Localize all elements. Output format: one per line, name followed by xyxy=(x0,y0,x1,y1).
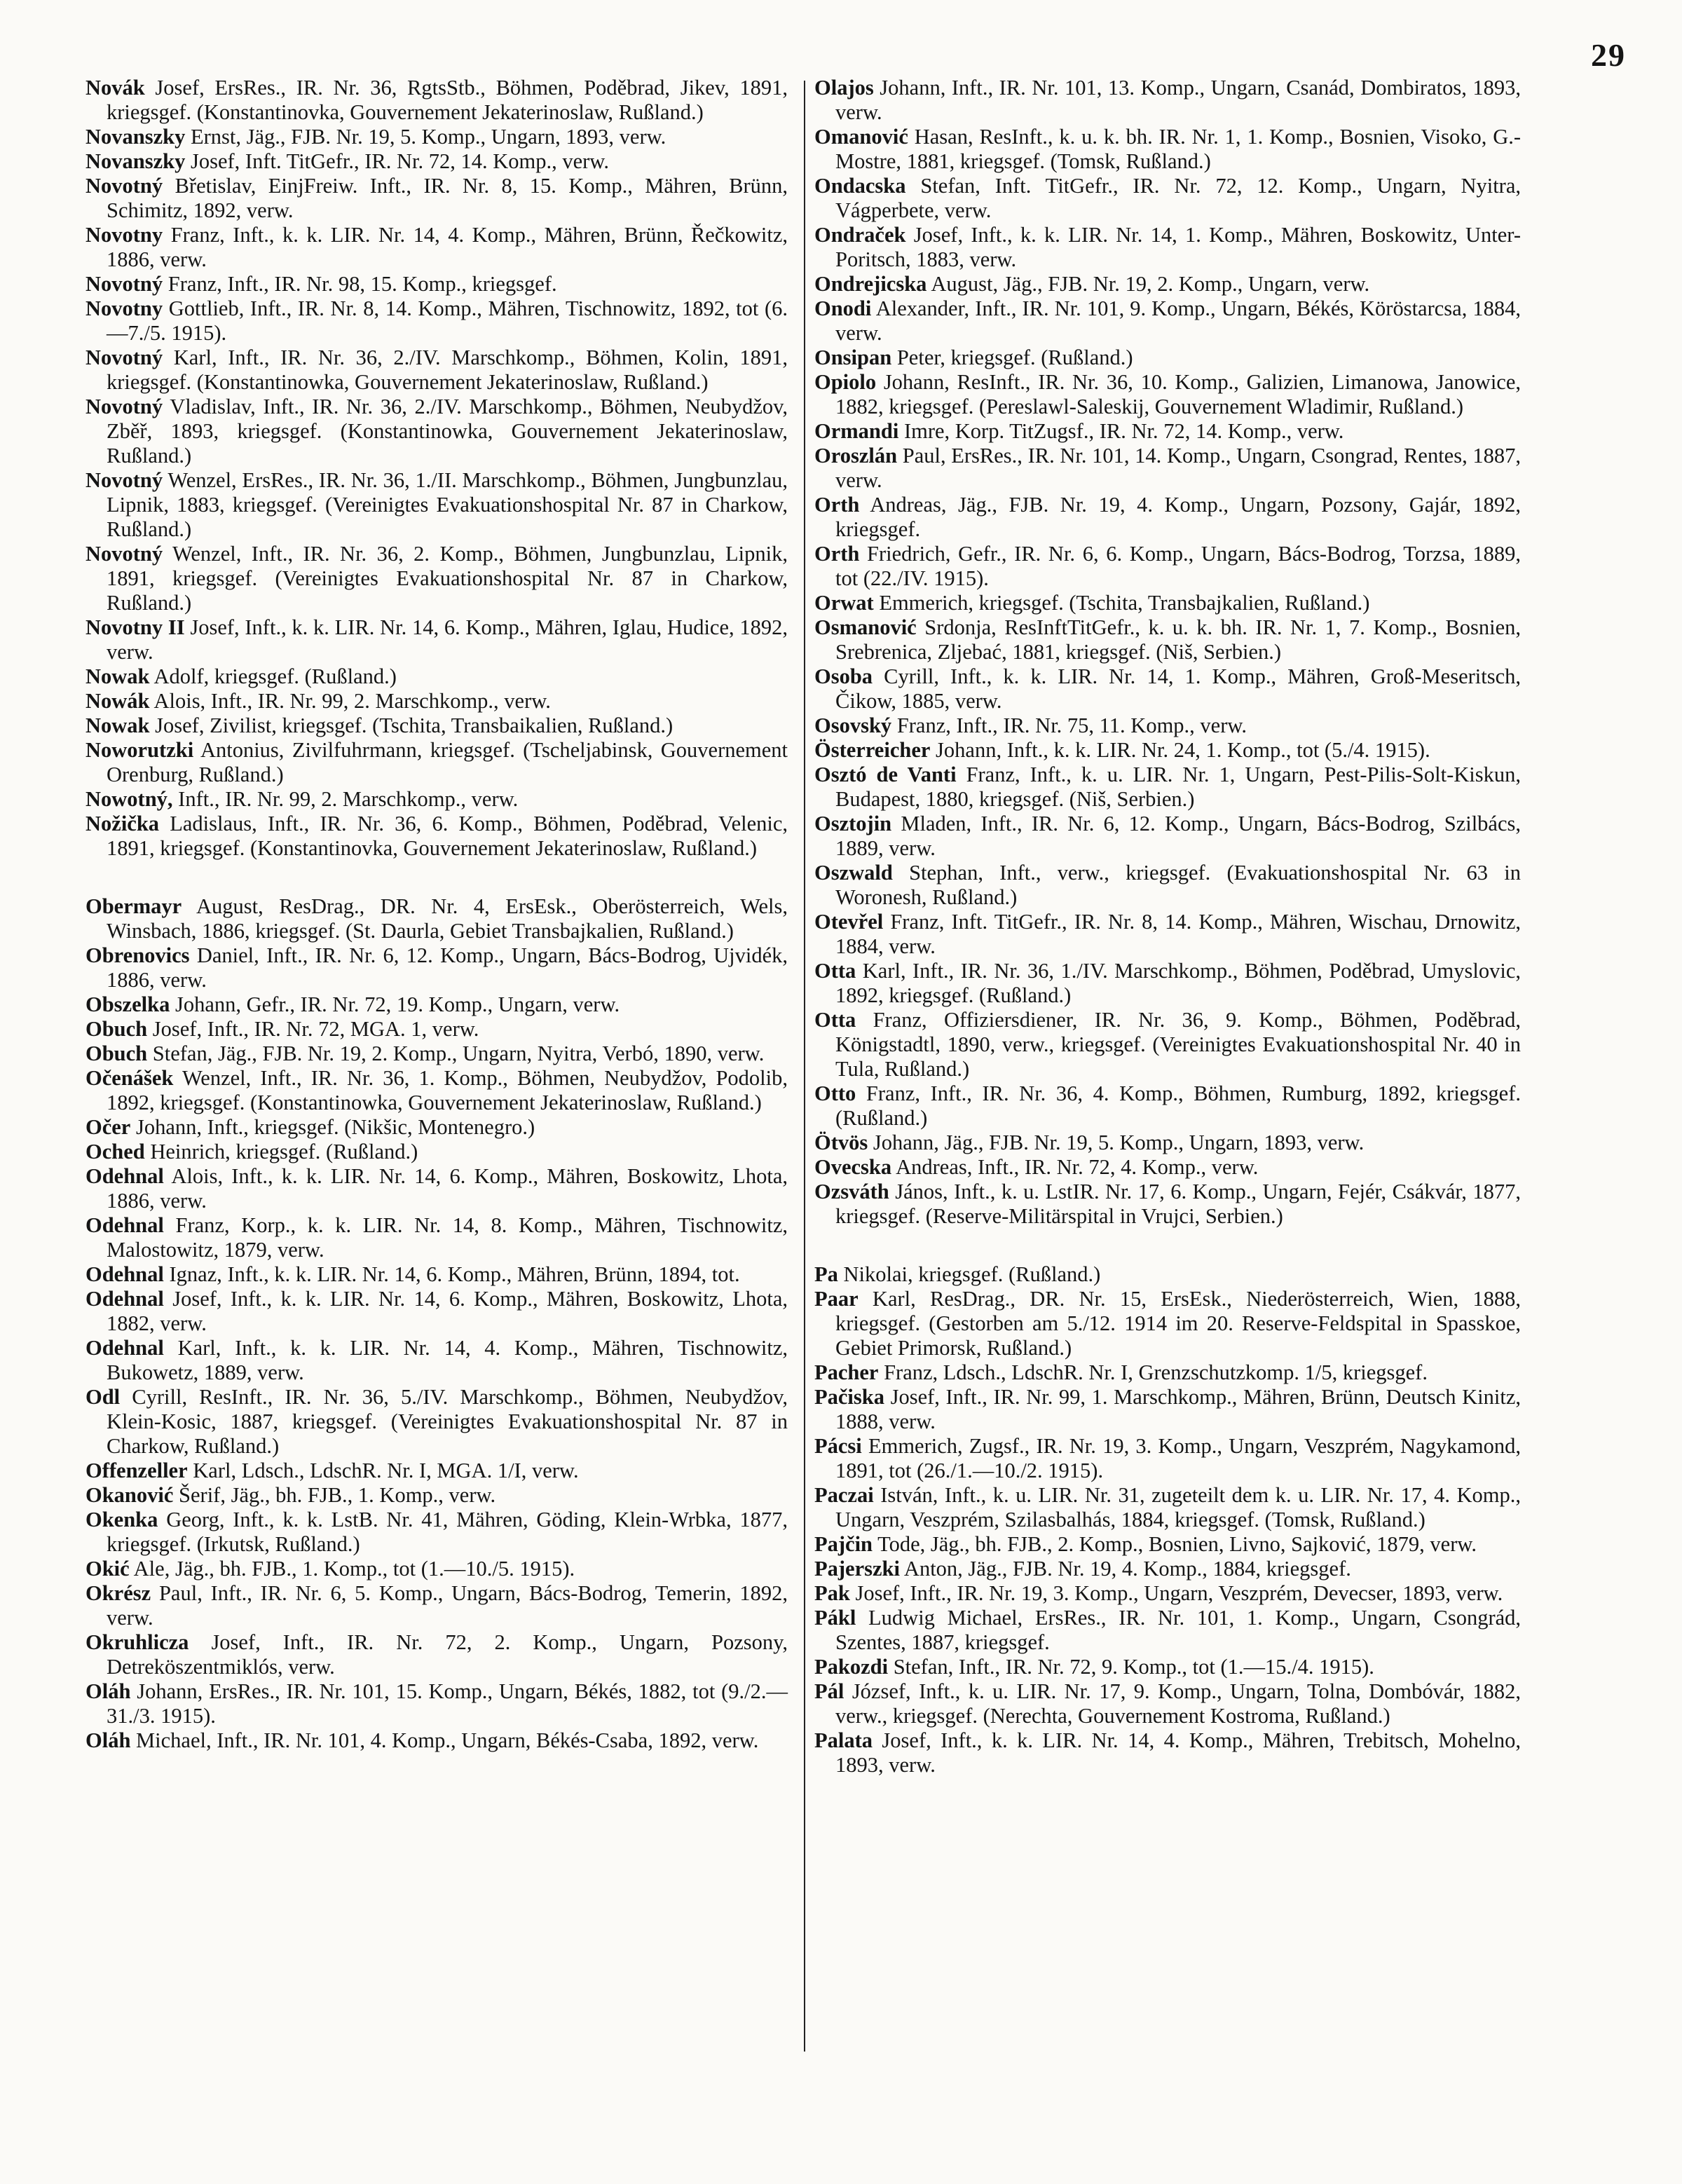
entry-surname: Ovecska xyxy=(814,1155,892,1179)
entry-details: Josef, Zivilist, kriegsgef. (Tschita, Transbaikalien, Rußland.) xyxy=(155,714,674,737)
entry-details: Šerif, Jäg., bh. FJB., 1. Komp., verw. xyxy=(179,1483,496,1507)
entry-surname: Novotny xyxy=(86,296,163,320)
entry-surname: Oszwald xyxy=(814,861,893,885)
register-entry xyxy=(814,125,1521,174)
entry-surname: Omanović xyxy=(814,125,908,149)
entry-details: Stefan, Inft., IR. Nr. 72, 9. Komp., tot (1.—15./4. 1915). xyxy=(893,1655,1374,1679)
entry-details: Adolf, kriegsgef. (Rußland.) xyxy=(153,664,397,688)
register-entry xyxy=(814,1081,1521,1131)
entry-details: Josef, Inft., k. k. LIR. Nr. 14, 6. Komp., Mähren, Boskowitz, Lhota, 1882, verw. xyxy=(107,1287,788,1335)
register-entry xyxy=(86,1287,788,1336)
register-entry xyxy=(814,615,1521,664)
register-entry xyxy=(86,1557,788,1581)
entry-details: Wenzel, Inft., IR. Nr. 36, 2. Komp., Böhmen, Jungbunzlau, Lipnik, 1891, kriegsgef. (Vereinigtes Evakuationshospital Nr. 87 in Charkow, Rußland.) xyxy=(107,542,788,615)
register-entry xyxy=(814,1532,1521,1557)
entry-surname: Otta xyxy=(814,1008,856,1032)
register-entry xyxy=(814,738,1521,763)
entry-details: Franz, Inft., k. k. LIR. Nr. 14, 4. Komp., Mähren, Brünn, Řečkowitz, 1886, verw. xyxy=(107,223,788,271)
entry-details: Josef, Inft., k. k. LIR. Nr. 14, 6. Komp., Mähren, Iglau, Hudice, 1892, verw. xyxy=(107,615,788,664)
entry-surname: Osoba xyxy=(814,664,873,688)
register-entry xyxy=(86,787,788,812)
entry-details: Srdonja, ResInftTitGefr., k. u. k. bh. IR. Nr. 1, 7. Komp., Bosnien, Srebrenica, Zljebać, 1881, kriegsgef. (Niš, Serbien.) xyxy=(835,615,1521,664)
entry-surname: Pákl xyxy=(814,1606,856,1630)
entry-details: Karl, Ldsch., LdschR. Nr. I, MGA. 1/I, verw. xyxy=(193,1459,579,1482)
register-entry xyxy=(814,272,1521,296)
entry-details: Nikolai, kriegsgef. (Rußland.) xyxy=(843,1262,1101,1286)
entry-details: Josef, Inft., k. k. LIR. Nr. 14, 1. Komp., Mähren, Boskowitz, Unter-Poritsch, 1883, verw. xyxy=(835,223,1522,271)
entry-surname: Österreicher xyxy=(814,738,931,762)
entry-surname: Oláh xyxy=(86,1679,131,1703)
entry-details: Antonius, Zivilfuhrmann, kriegsgef. (Tscheljabinsk, Gouvernement Orenburg, Rußland.) xyxy=(107,738,788,786)
entry-surname: Odehnal xyxy=(86,1262,164,1286)
entry-details: Josef, Inft., IR. Nr. 72, 2. Komp., Ungarn, Pozsony, Detreköszentmiklós, verw. xyxy=(107,1630,788,1679)
entry-surname: Odehnal xyxy=(86,1164,164,1188)
entry-details: István, Inft., k. u. LIR. Nr. 31, zugeteilt dem k. u. LIR. Nr. 17, 4. Komp., Ungarn, Veszprém, Szilasbalhás, 1884, kriegsgef. (Tomsk, Rußland.) xyxy=(835,1483,1521,1531)
entry-surname: Ondraček xyxy=(814,223,906,247)
register-entry xyxy=(814,1483,1521,1532)
right-column xyxy=(814,76,1521,1777)
entry-details: Josef, Inft. TitGefr., IR. Nr. 72, 14. Komp., verw. xyxy=(190,149,609,173)
entry-details: Emmerich, Zugsf., IR. Nr. 19, 3. Komp., Ungarn, Veszprém, Nagykamond, 1891, tot (26./1.—10./2. 1915). xyxy=(835,1434,1521,1482)
entry-details: Franz, Korp., k. k. LIR. Nr. 14, 8. Komp., Mähren, Tischnowitz, Malostowitz, 1879, verw. xyxy=(107,1213,788,1262)
entry-surname: Ozsváth xyxy=(814,1180,889,1203)
entry-details: Wenzel, Inft., IR. Nr. 36, 1. Komp., Böhmen, Neubydžov, Podolib, 1892, kriegsgef. (Konstantinowka, Gouvernement Jekaterinoslaw, Rußland.) xyxy=(107,1066,788,1114)
entry-surname: Ondacska xyxy=(814,174,906,198)
left-column xyxy=(86,76,788,1753)
entry-surname: Novák xyxy=(86,76,145,100)
entry-details: Josef, ErsRes., IR. Nr. 36, RgtsStb., Böhmen, Poděbrad, Jikev, 1891, kriegsgef. (Konstantinovka, Gouvernement Jekaterinoslaw, Rußland.) xyxy=(107,76,788,124)
register-entry xyxy=(814,76,1521,125)
register-entry xyxy=(814,1557,1521,1581)
entry-surname: Orth xyxy=(814,493,860,517)
register-entry xyxy=(814,1131,1521,1155)
register-entry xyxy=(86,1630,788,1679)
register-entry xyxy=(814,1262,1521,1287)
entry-surname: Obrenovics xyxy=(86,943,190,967)
entry-details: Josef, Inft., IR. Nr. 99, 1. Marschkomp., Mähren, Brünn, Deutsch Kinitz, 1888, verw. xyxy=(835,1385,1521,1433)
register-entry xyxy=(814,812,1521,861)
register-entry xyxy=(814,542,1521,591)
entry-details: János, Inft., k. u. LstIR. Nr. 17, 6. Komp., Ungarn, Fejér, Csákvár, 1877, kriegsgef. (Reserve-Militärspital in Vrujci, Serbien.) xyxy=(835,1180,1522,1228)
entry-surname: Opiolo xyxy=(814,370,877,394)
entry-details: Michael, Inft., IR. Nr. 101, 4. Komp., Ungarn, Békés-Csaba, 1892, verw. xyxy=(136,1728,759,1752)
entry-surname: Odehnal xyxy=(86,1287,164,1311)
entry-surname: Osztojin xyxy=(814,812,892,835)
entry-details: Alois, Inft., IR. Nr. 99, 2. Marschkomp., verw. xyxy=(153,689,551,713)
entry-details: Anton, Jäg., FJB. Nr. 19, 4. Komp., 1884, kriegsgef. xyxy=(903,1557,1351,1581)
register-entry xyxy=(86,223,788,272)
entry-details: Vladislav, Inft., IR. Nr. 36, 2./IV. Marschkomp., Böhmen, Neubydžov, Zběř, 1893, kriegsgef. (Konstantinowka, Gouvernement Jekaterinoslaw, Rußland.) xyxy=(107,395,788,467)
entry-details: Ernst, Jäg., FJB. Nr. 19, 5. Komp., Ungarn, 1893, verw. xyxy=(190,125,666,149)
entry-details: Johann, ErsRes., IR. Nr. 101, 15. Komp., Ungarn, Békés, 1882, tot (9./2.—31./3. 1915). xyxy=(107,1679,788,1728)
entry-surname: Novotný xyxy=(86,346,163,369)
entry-surname: Pak xyxy=(814,1581,850,1605)
register-entry xyxy=(86,714,788,738)
entry-surname: Pa xyxy=(814,1262,838,1286)
entry-details: Alexander, Inft., IR. Nr. 101, 9. Komp., Ungarn, Békés, Köröstarcsa, 1884, verw. xyxy=(835,296,1521,345)
register-entry xyxy=(86,542,788,615)
entry-surname: Orth xyxy=(814,542,860,566)
register-entry xyxy=(814,1606,1521,1655)
register-entry xyxy=(86,1213,788,1262)
entry-surname: Otto xyxy=(814,1081,856,1105)
entry-surname: Novotný xyxy=(86,272,163,296)
register-entry xyxy=(86,812,788,861)
entry-details: Heinrich, kriegsgef. (Rußland.) xyxy=(150,1140,418,1163)
register-entry xyxy=(86,296,788,346)
entry-surname: Novotný xyxy=(86,542,163,566)
entry-details: Tode, Jäg., bh. FJB., 2. Komp., Bosnien, Livno, Sajković, 1879, verw. xyxy=(877,1532,1477,1556)
entry-surname: Onodi xyxy=(814,296,872,320)
entry-surname: Novotný xyxy=(86,395,163,418)
register-entry xyxy=(814,1385,1521,1434)
entry-details: Andreas, Inft., IR. Nr. 72, 4. Komp., verw. xyxy=(896,1155,1259,1179)
entry-details: Franz, Ldsch., LdschR. Nr. I, Grenzschutzkomp. 1/5, kriegsgef. xyxy=(884,1360,1428,1384)
entry-surname: Novotny II xyxy=(86,615,185,639)
entry-details: Franz, Inft. TitGefr., IR. Nr. 8, 14. Komp., Mähren, Wischau, Drnowitz, 1884, verw. xyxy=(835,910,1522,958)
register-entry xyxy=(86,1262,788,1287)
entry-surname: Orwat xyxy=(814,591,874,615)
entry-surname: Pajerszki xyxy=(814,1557,900,1581)
entry-surname: Pál xyxy=(814,1679,845,1703)
entry-details: Stefan, Jäg., FJB. Nr. 19, 2. Komp., Ungarn, Nyitra, Verbó, 1890, verw. xyxy=(152,1042,765,1065)
entry-details: Alois, Inft., k. k. LIR. Nr. 14, 6. Komp., Mähren, Boskowitz, Lhota, 1886, verw. xyxy=(107,1164,788,1213)
entry-details: Karl, Inft., k. k. LIR. Nr. 14, 4. Komp., Mähren, Tischnowitz, Bukowetz, 1889, verw. xyxy=(107,1336,788,1384)
entry-surname: Odehnal xyxy=(86,1336,164,1360)
register-entry xyxy=(814,493,1521,542)
register-entry xyxy=(814,419,1521,444)
entry-surname: Ondrejicska xyxy=(814,272,927,296)
register-entry xyxy=(86,1336,788,1385)
entry-details: August, Jäg., FJB. Nr. 19, 2. Komp., Ungarn, verw. xyxy=(931,272,1370,296)
entry-details: Franz, Offiziersdiener, IR. Nr. 36, 9. Komp., Böhmen, Poděbrad, Königstadtl, 1890, verw., kriegsgef. (Vereinigtes Evakuationshospital Nr. 40 in Tula, Rußland.) xyxy=(835,1008,1521,1081)
entry-details: Mladen, Inft., IR. Nr. 6, 12. Komp., Ungarn, Bács-Bodrog, Szilbács, 1889, verw. xyxy=(835,812,1522,860)
entry-surname: Nowák xyxy=(86,689,150,713)
entry-surname: Novanszky xyxy=(86,125,186,149)
entry-surname: Odl xyxy=(86,1385,121,1409)
register-entry xyxy=(86,468,788,542)
entry-surname: Osovský xyxy=(814,714,892,737)
register-entry xyxy=(814,346,1521,370)
register-entry xyxy=(814,1180,1521,1229)
register-entry xyxy=(814,174,1521,223)
register-entry xyxy=(814,763,1521,812)
entry-surname: Odehnal xyxy=(86,1213,164,1237)
entry-surname: Novotny xyxy=(86,223,163,247)
entry-details: Karl, ResDrag., DR. Nr. 15, ErsEsk., Niederösterreich, Wien, 1888, kriegsgef. (Gestorben am 5./12. 1914 im 20. Reserve-Feldspital in Spasskoe, Gebiet Primorsk, Rußland.) xyxy=(835,1287,1521,1360)
register-entry xyxy=(86,272,788,296)
entry-surname: Osztó de Vanti xyxy=(814,763,957,786)
entry-surname: Okić xyxy=(86,1557,130,1581)
entry-details: Karl, Inft., IR. Nr. 36, 1./IV. Marschkomp., Böhmen, Poděbrad, Umyslovic, 1892, kriegsgef. (Rußland.) xyxy=(835,959,1521,1007)
entry-details: Franz, Inft., k. u. LIR. Nr. 1, Ungarn, Pest-Pilis-Solt-Kiskun, Budapest, 1880, kriegsgef. (Niš, Serbien.) xyxy=(835,763,1521,811)
entry-details: Cyrill, ResInft., IR. Nr. 36, 5./IV. Marschkomp., Böhmen, Neubydžov, Klein-Kosic, 1887, kriegsgef. (Vereinigtes Evakuationshospital Nr. 87 in Charkow, Rußland.) xyxy=(107,1385,788,1458)
register-entry xyxy=(86,664,788,689)
register-entry xyxy=(814,444,1521,493)
register-entry xyxy=(86,1728,788,1753)
entry-surname: Noworutzki xyxy=(86,738,194,762)
entry-details: Emmerich, kriegsgef. (Tschita, Transbajkalien, Rußland.) xyxy=(879,591,1370,615)
register-entry xyxy=(86,943,788,992)
register-entry xyxy=(86,615,788,664)
register-entry xyxy=(814,296,1521,346)
register-entry xyxy=(86,346,788,395)
register-entry xyxy=(86,1017,788,1042)
entry-surname: Okanović xyxy=(86,1483,174,1507)
entry-surname: Pácsi xyxy=(814,1434,862,1458)
register-entry xyxy=(86,174,788,223)
register-entry xyxy=(814,591,1521,615)
entry-surname: Obuch xyxy=(86,1017,148,1041)
entry-surname: Nowak xyxy=(86,664,150,688)
entry-details: Gottlieb, Inft., IR. Nr. 8, 14. Komp., Mähren, Tischnowitz, 1892, tot (6.—7./5. 1915). xyxy=(107,296,788,345)
entry-surname: Oláh xyxy=(86,1728,131,1752)
register-entry xyxy=(86,76,788,125)
register-entry xyxy=(814,1008,1521,1081)
entry-surname: Nowotný, xyxy=(86,787,173,811)
entry-surname: Palata xyxy=(814,1728,873,1752)
entry-details: Ale, Jäg., bh. FJB., 1. Komp., tot (1.—10./5. 1915). xyxy=(133,1557,575,1581)
entry-details: Břetislav, EinjFreiw. Inft., IR. Nr. 8, 15. Komp., Mähren, Brünn, Schimitz, 1892, verw. xyxy=(107,174,788,222)
entry-details: Peter, kriegsgef. (Rußland.) xyxy=(896,346,1133,369)
entry-details: Ladislaus, Inft., IR. Nr. 36, 6. Komp., Böhmen, Poděbrad, Velenic, 1891, kriegsgef. (Konstantinovka, Gouvernement Jekaterinoslaw, Rußland.) xyxy=(107,812,788,860)
register-entry xyxy=(814,714,1521,738)
register-entry xyxy=(86,149,788,174)
register-entry xyxy=(86,738,788,787)
entry-details: Franz, Inft., IR. Nr. 98, 15. Komp., kriegsgef. xyxy=(167,272,557,296)
register-entry xyxy=(86,125,788,149)
register-entry xyxy=(814,1360,1521,1385)
register-entry xyxy=(86,1459,788,1483)
register-entry xyxy=(86,395,788,468)
register-entry xyxy=(86,992,788,1017)
entry-details: August, ResDrag., DR. Nr. 4, ErsEsk., Oberösterreich, Wels, Winsbach, 1886, kriegsgef. (St. Daurla, Gebiet Transbajkalien, Rußland.) xyxy=(107,894,788,943)
entry-details: Cyrill, Inft., k. k. LIR. Nr. 14, 1. Komp., Mähren, Groß-Meseritsch, Čikow, 1885, verw. xyxy=(835,664,1522,713)
entry-surname: Obuch xyxy=(86,1042,148,1065)
entry-surname: Očenášek xyxy=(86,1066,174,1090)
register-entry xyxy=(814,1287,1521,1360)
register-entry xyxy=(86,1385,788,1459)
register-entry xyxy=(814,861,1521,910)
entry-surname: Obermayr xyxy=(86,894,182,918)
entry-details: Johann, Jäg., FJB. Nr. 19, 5. Komp., Ungarn, 1893, verw. xyxy=(873,1131,1365,1154)
register-entry xyxy=(86,689,788,714)
entry-surname: Okenka xyxy=(86,1508,158,1531)
entry-details: Ludwig Michael, ErsRes., IR. Nr. 101, 1. Komp., Ungarn, Csongrád, Szentes, 1887, kriegsgef. xyxy=(835,1606,1522,1654)
register-entry xyxy=(86,1581,788,1630)
entry-surname: Otta xyxy=(814,959,856,983)
entry-details: József, Inft., k. u. LIR. Nr. 17, 9. Komp., Ungarn, Tolna, Dombóvár, 1882, verw., kriegsgef. (Nerechta, Gouvernement Kostroma, Rußland.) xyxy=(835,1679,1522,1728)
entry-surname: Pacher xyxy=(814,1360,879,1384)
entry-details: Stephan, Inft., verw., kriegsgef. (Evakuationshospital Nr. 63 in Woronesh, Rußland.) xyxy=(835,861,1521,909)
entry-surname: Nowak xyxy=(86,714,150,737)
entry-details: Franz, Inft., IR. Nr. 75, 11. Komp., verw. xyxy=(896,714,1247,737)
entry-surname: Osmanović xyxy=(814,615,917,639)
entry-details: Karl, Inft., IR. Nr. 36, 2./IV. Marschkomp., Böhmen, Kolin, 1891, kriegsgef. (Konstantinowka, Gouvernement Jekaterinoslaw, Rußland.) xyxy=(107,346,788,394)
entry-surname: Okruhlicza xyxy=(86,1630,189,1654)
register-entry xyxy=(814,1434,1521,1483)
entry-surname: Novanszky xyxy=(86,149,186,173)
entry-details: Paul, ErsRes., IR. Nr. 101, 14. Komp., Ungarn, Csongrad, Rentes, 1887, verw. xyxy=(835,444,1521,492)
entry-surname: Otevřel xyxy=(814,910,884,934)
entry-details: Stefan, Inft. TitGefr., IR. Nr. 72, 12. Komp., Ungarn, Nyitra, Vágperbete, verw. xyxy=(835,174,1521,222)
entry-surname: Novotný xyxy=(86,468,163,492)
entry-surname: Očer xyxy=(86,1115,131,1139)
entry-surname: Olajos xyxy=(814,76,874,100)
entry-surname: Oched xyxy=(86,1140,145,1163)
register-entry xyxy=(814,959,1521,1008)
register-entry xyxy=(814,1155,1521,1180)
entry-details: Franz, Inft., IR. Nr. 36, 4. Komp., Böhmen, Rumburg, 1892, kriegsgef. (Rußland.) xyxy=(835,1081,1522,1130)
entry-surname: Pajčin xyxy=(814,1532,873,1556)
register-entry xyxy=(86,1679,788,1728)
entry-surname: Ötvös xyxy=(814,1131,868,1154)
entry-details: Ignaz, Inft., k. k. LIR. Nr. 14, 6. Komp., Mähren, Brünn, 1894, tot. xyxy=(169,1262,740,1286)
register-entry xyxy=(86,1042,788,1066)
entry-surname: Novotný xyxy=(86,174,163,198)
register-entry xyxy=(814,223,1521,272)
entry-surname: Oroszlán xyxy=(814,444,898,467)
entry-surname: Nožička xyxy=(86,812,160,835)
entry-details: Johann, Inft., IR. Nr. 101, 13. Komp., Ungarn, Csanád, Dombiratos, 1893, verw. xyxy=(835,76,1522,124)
entry-details: Daniel, Inft., IR. Nr. 6, 12. Komp., Ungarn, Bács-Bodrog, Ujvidék, 1886, verw. xyxy=(107,943,788,992)
entry-details: Imre, Korp. TitZugsf., IR. Nr. 72, 14. Komp., verw. xyxy=(903,419,1344,443)
register-entry xyxy=(814,1679,1521,1728)
entry-details: Johann, Inft., kriegsgef. (Nikšic, Montenegro.) xyxy=(135,1115,535,1139)
entry-details: Hasan, ResInft., k. u. k. bh. IR. Nr. 1, 1. Komp., Bosnien, Visoko, G.-Mostre, 1881, kriegsgef. (Tomsk, Rußland.) xyxy=(835,125,1521,173)
register-entry xyxy=(86,1066,788,1115)
register-entry xyxy=(86,1508,788,1557)
column-divider xyxy=(804,81,805,2052)
entry-surname: Onsipan xyxy=(814,346,892,369)
entry-surname: Offenzeller xyxy=(86,1459,188,1482)
entry-details: Andreas, Jäg., FJB. Nr. 19, 4. Komp., Ungarn, Pozsony, Gajár, 1892, kriegsgef. xyxy=(835,493,1522,541)
register-entry xyxy=(814,664,1521,714)
entry-details: Friedrich, Gefr., IR. Nr. 6, 6. Komp., Ungarn, Bács-Bodrog, Torzsa, 1889, tot (22./IV. 1915). xyxy=(835,542,1521,590)
entry-details: Josef, Inft., IR. Nr. 72, MGA. 1, verw. xyxy=(152,1017,479,1041)
entry-details: Johann, Gefr., IR. Nr. 72, 19. Komp., Ungarn, verw. xyxy=(175,992,620,1016)
register-entry xyxy=(814,1655,1521,1679)
entry-details: Johann, Inft., k. k. LIR. Nr. 24, 1. Komp., tot (5./4. 1915). xyxy=(936,738,1430,762)
entry-details: Georg, Inft., k. k. LstB. Nr. 41, Mähren, Göding, Klein-Wrbka, 1877, kriegsgef. (Irkutsk, Rußland.) xyxy=(107,1508,788,1556)
register-entry xyxy=(86,894,788,943)
register-entry xyxy=(86,1164,788,1213)
entry-surname: Okrész xyxy=(86,1581,151,1605)
entry-surname: Obszelka xyxy=(86,992,170,1016)
entry-details: Wenzel, ErsRes., IR. Nr. 36, 1./II. Marschkomp., Böhmen, Jungbunzlau, Lipnik, 1883, kriegsgef. (Vereinigtes Evakuationshospital Nr. 87 in Charkow, Rußland.) xyxy=(107,468,788,541)
register-entry xyxy=(814,1728,1521,1777)
register-entry xyxy=(814,370,1521,419)
entry-surname: Paczai xyxy=(814,1483,874,1507)
entry-surname: Pakozdi xyxy=(814,1655,889,1679)
entry-details: Josef, Inft., IR. Nr. 19, 3. Komp., Ungarn, Veszprém, Devecser, 1893, verw. xyxy=(855,1581,1503,1605)
entry-details: Johann, ResInft., IR. Nr. 36, 10. Komp., Galizien, Limanowa, Janowice, 1882, kriegsgef. (Pereslawl-Saleskij, Gouvernement Wladimir, Rußland.) xyxy=(835,370,1521,418)
register-entry xyxy=(86,1483,788,1508)
entry-details: Inft., IR. Nr. 99, 2. Marschkomp., verw. xyxy=(178,787,519,811)
entry-details: Paul, Inft., IR. Nr. 6, 5. Komp., Ungarn, Bács-Bodrog, Temerin, 1892, verw. xyxy=(107,1581,788,1630)
register-entry xyxy=(814,1581,1521,1606)
register-entry xyxy=(86,1115,788,1140)
register-entry xyxy=(86,1140,788,1164)
register-entry xyxy=(814,910,1521,959)
page-number: 29 xyxy=(1591,37,1626,73)
entry-details: Josef, Inft., k. k. LIR. Nr. 14, 4. Komp., Mähren, Trebitsch, Mohelno, 1893, verw. xyxy=(835,1728,1522,1777)
entry-surname: Paar xyxy=(814,1287,859,1311)
entry-surname: Ormandi xyxy=(814,419,899,443)
entry-surname: Pačiska xyxy=(814,1385,884,1409)
